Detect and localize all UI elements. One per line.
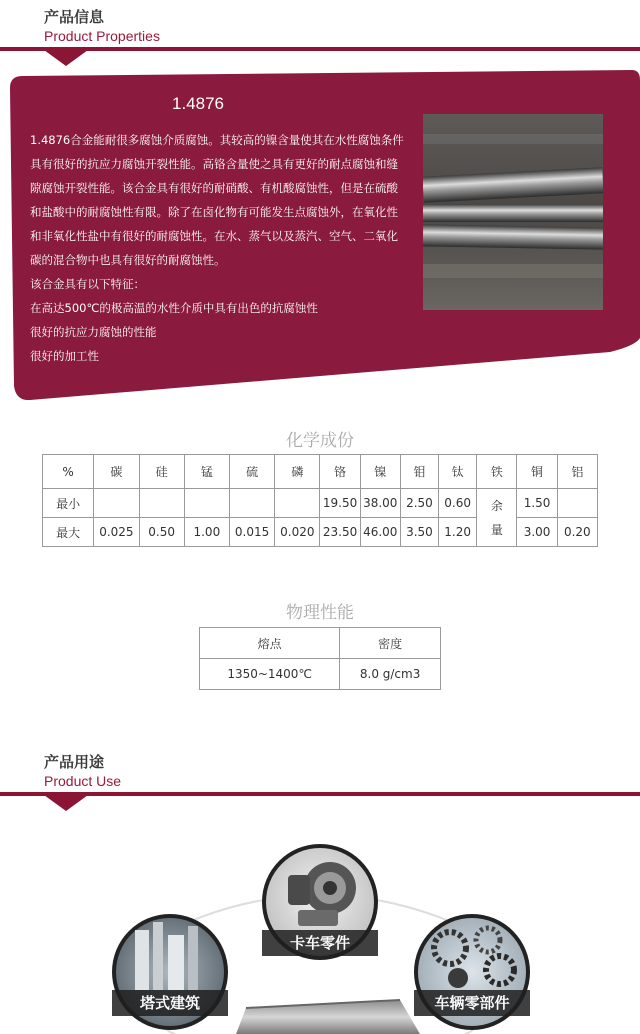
table-cell: 1.50 — [517, 489, 557, 518]
table-header-cell: % — [43, 455, 94, 489]
divider-notch — [44, 50, 88, 66]
table-cell: 0.025 — [94, 518, 139, 547]
product-use-header — [0, 745, 640, 817]
uses-illustration — [0, 830, 640, 1034]
row-label: 最小 — [43, 489, 94, 518]
divider-notch — [44, 795, 88, 811]
table-header-cell: 密度 — [340, 628, 441, 659]
table-cell: 46.00 — [360, 518, 400, 547]
table-header-cell: 碳 — [94, 455, 139, 489]
table-cell: 0.020 — [275, 518, 320, 547]
section-title-zh: 产品信息 — [44, 8, 105, 26]
section-title-en: Product Properties — [44, 28, 160, 44]
table-row — [200, 659, 441, 690]
feature-item: 在高达500℃的极高温的水性介质中具有出色的抗腐蚀性 — [30, 301, 318, 315]
feature-item: 很好的加工性 — [30, 349, 99, 363]
chemical-composition-title: 化学成份 — [286, 431, 354, 451]
table-cell: 19.50 — [320, 489, 360, 518]
chemical-composition-table — [42, 454, 598, 547]
table-header-cell: 铬 — [320, 455, 360, 489]
table-header-row — [43, 455, 598, 489]
table-cell: 1.00 — [184, 518, 229, 547]
section-divider — [0, 47, 640, 51]
table-header-cell: 镍 — [360, 455, 400, 489]
table-cell: 38.00 — [360, 489, 400, 518]
iron-balance-cell: 余 量 — [477, 489, 517, 547]
table-header-cell: 磷 — [275, 455, 320, 489]
table-cell: 23.50 — [320, 518, 360, 547]
table-cell — [139, 489, 184, 518]
table-cell: 3.00 — [517, 518, 557, 547]
table-cell — [94, 489, 139, 518]
table-header-cell: 锰 — [184, 455, 229, 489]
table-cell: 1350~1400℃ — [200, 659, 340, 690]
steel-rods-photo — [423, 114, 603, 310]
physical-properties-title: 物理性能 — [286, 603, 354, 623]
table-cell: 1.20 — [439, 518, 477, 547]
table-cell: 3.50 — [400, 518, 438, 547]
table-cell: 2.50 — [400, 489, 438, 518]
section-divider — [0, 792, 640, 796]
table-cell: 0.20 — [557, 518, 597, 547]
section-title-zh: 产品用途 — [44, 753, 105, 771]
table-header-cell: 铜 — [517, 455, 557, 489]
table-cell: 0.015 — [229, 518, 274, 547]
feature-item: 很好的抗应力腐蚀的性能 — [30, 325, 157, 339]
product-properties-header — [0, 0, 640, 72]
table-cell: 0.50 — [139, 518, 184, 547]
table-cell — [229, 489, 274, 518]
section-title-en: Product Use — [44, 773, 122, 789]
table-cell: 8.0 g/cm3 — [340, 659, 441, 690]
table-cell — [557, 489, 597, 518]
row-label: 最大 — [43, 518, 94, 547]
use-label-tower-building: 塔式建筑 — [139, 994, 200, 1012]
table-header-cell: 熔点 — [200, 628, 340, 659]
pipe-product-icon — [236, 1000, 420, 1034]
table-cell — [184, 489, 229, 518]
table-header-row — [200, 628, 441, 659]
table-header-cell: 硫 — [229, 455, 274, 489]
use-label-vehicle-parts: 车辆零部件 — [434, 994, 510, 1012]
table-row — [43, 489, 598, 518]
table-header-cell: 硅 — [139, 455, 184, 489]
grade-title: 1.4876 — [172, 94, 224, 113]
table-header-cell: 钛 — [439, 455, 477, 489]
desc-paragraph: 1.4876合金能耐很多腐蚀介质腐蚀。其较高的镍含量使其在水性腐蚀条件具有很好的抗应力腐蚀开裂性能。高铬含量使之具有更好的耐点腐蚀和缝隙腐蚀开裂性能。该合金具有很好的耐硝酸、有机酸腐蚀性，但是在硫酸和盐酸中的耐腐蚀性有限。除了在卤化物有可能发生点腐蚀外，在氧化性和非氧化性盐中有很好的耐腐蚀性。在水、蒸气以及蒸汽、空气、二氧化碳的混合物中也具有很好的耐腐蚀性。 — [30, 133, 404, 267]
table-header-cell: 铁 — [477, 455, 517, 489]
features-heading: 该合金具有以下特征： — [30, 277, 145, 291]
table-header-cell: 铝 — [557, 455, 597, 489]
table-cell: 0.60 — [439, 489, 477, 518]
description — [30, 128, 408, 368]
table-header-cell: 钼 — [400, 455, 438, 489]
table-cell — [275, 489, 320, 518]
physical-properties-table — [199, 627, 441, 690]
use-label-truck-parts: 卡车零件 — [289, 934, 350, 952]
